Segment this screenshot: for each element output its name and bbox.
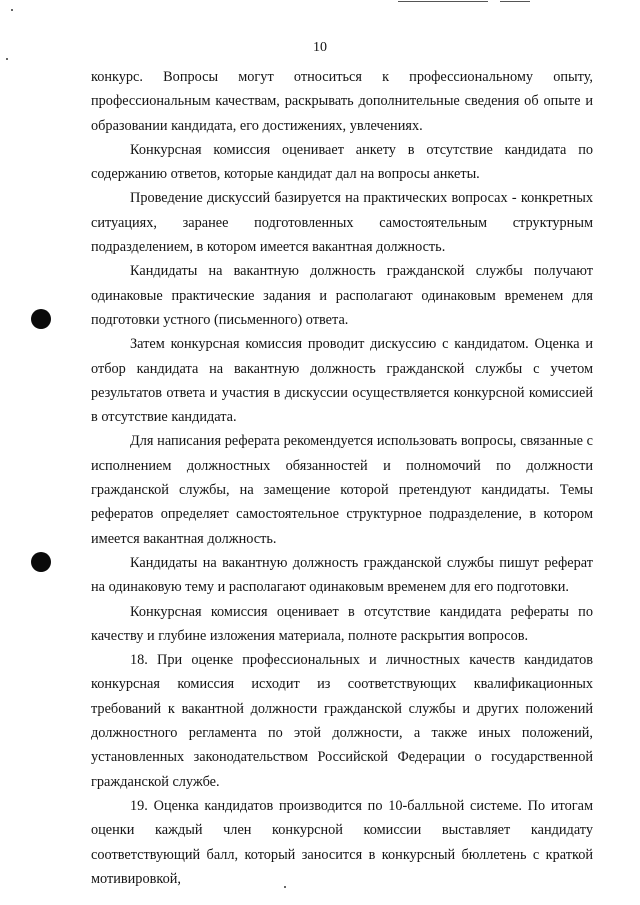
paragraph: конкурс. Вопросы могут относиться к профессиональному опыту, профессиональным качествам, раскрывать дополнительные сведения об опыте и образовании кандидата, его достижениях, увлечениях.	[91, 69, 593, 134]
paragraph: Затем конкурсная комиссия проводит дискуссию с кандидатом. Оценка и отбор кандидата на вакантную должность гражданской службы с учетом результатов ответа и участия в дискуссии осуществляется конкурсной комиссией в отсутствие кандидата.	[91, 336, 593, 426]
punch-hole	[31, 552, 51, 572]
punch-hole	[31, 309, 51, 329]
paragraph: Конкурсная комиссия оценивает в отсутствие кандидата рефераты по качеству и глубине изложения материала, полноте раскрытия вопросов.	[91, 603, 593, 644]
paragraph: Проведение дискуссий базируется на практических вопросах - конкретных ситуациях, заранее подготовленных самостоятельным структурным подразделением, в котором имеется вакантная должность.	[91, 190, 593, 256]
scan-edge-line	[398, 1, 488, 2]
paragraph: Для написания реферата рекомендуется использовать вопросы, связанные с исполнением должностных обязанностей и полномочий по должности гражданской службы, на замещение которой претендуют кандидаты. Темы рефератов определяет самостоятельное структурное подразделение, в котором имеется вакантная должность.	[91, 433, 593, 547]
scan-speck	[6, 58, 8, 60]
paragraph: 19. Оценка кандидатов производится по 10-балльной системе. По итогам оценки каждый член конкурсной комиссии выставляет кандидату соответствующий балл, который заносится в конкурсный бюллетень с краткой мотивировкой,	[91, 797, 593, 887]
scan-edge-line	[500, 1, 530, 2]
paragraph: Кандидаты на вакантную должность гражданской службы пишут реферат на одинаковую тему и располагают одинаковым временем для его подготовки.	[91, 554, 593, 596]
paragraph: 18. При оценке профессиональных и личностных качеств кандидатов конкурсная комиссия исходит из соответствующих квалификационных требований к вакантной должности гражданской службы и других положений должностного регламента по этой должности, а также иных положений, установленных законодательством Российской Федерации о государственной гражданской службе.	[91, 652, 593, 790]
paragraph: Кандидаты на вакантную должность гражданской службы получают одинаковые практические задания и располагают одинаковым временем для подготовки устного (письменного) ответа.	[91, 263, 593, 328]
document-body	[91, 65, 593, 891]
page-number: 10	[313, 40, 327, 55]
paragraph: Конкурсная комиссия оценивает анкету в отсутствие кандидата по содержанию ответов, которые кандидат дал на вопросы анкеты.	[91, 141, 593, 183]
scan-speck	[11, 9, 13, 11]
